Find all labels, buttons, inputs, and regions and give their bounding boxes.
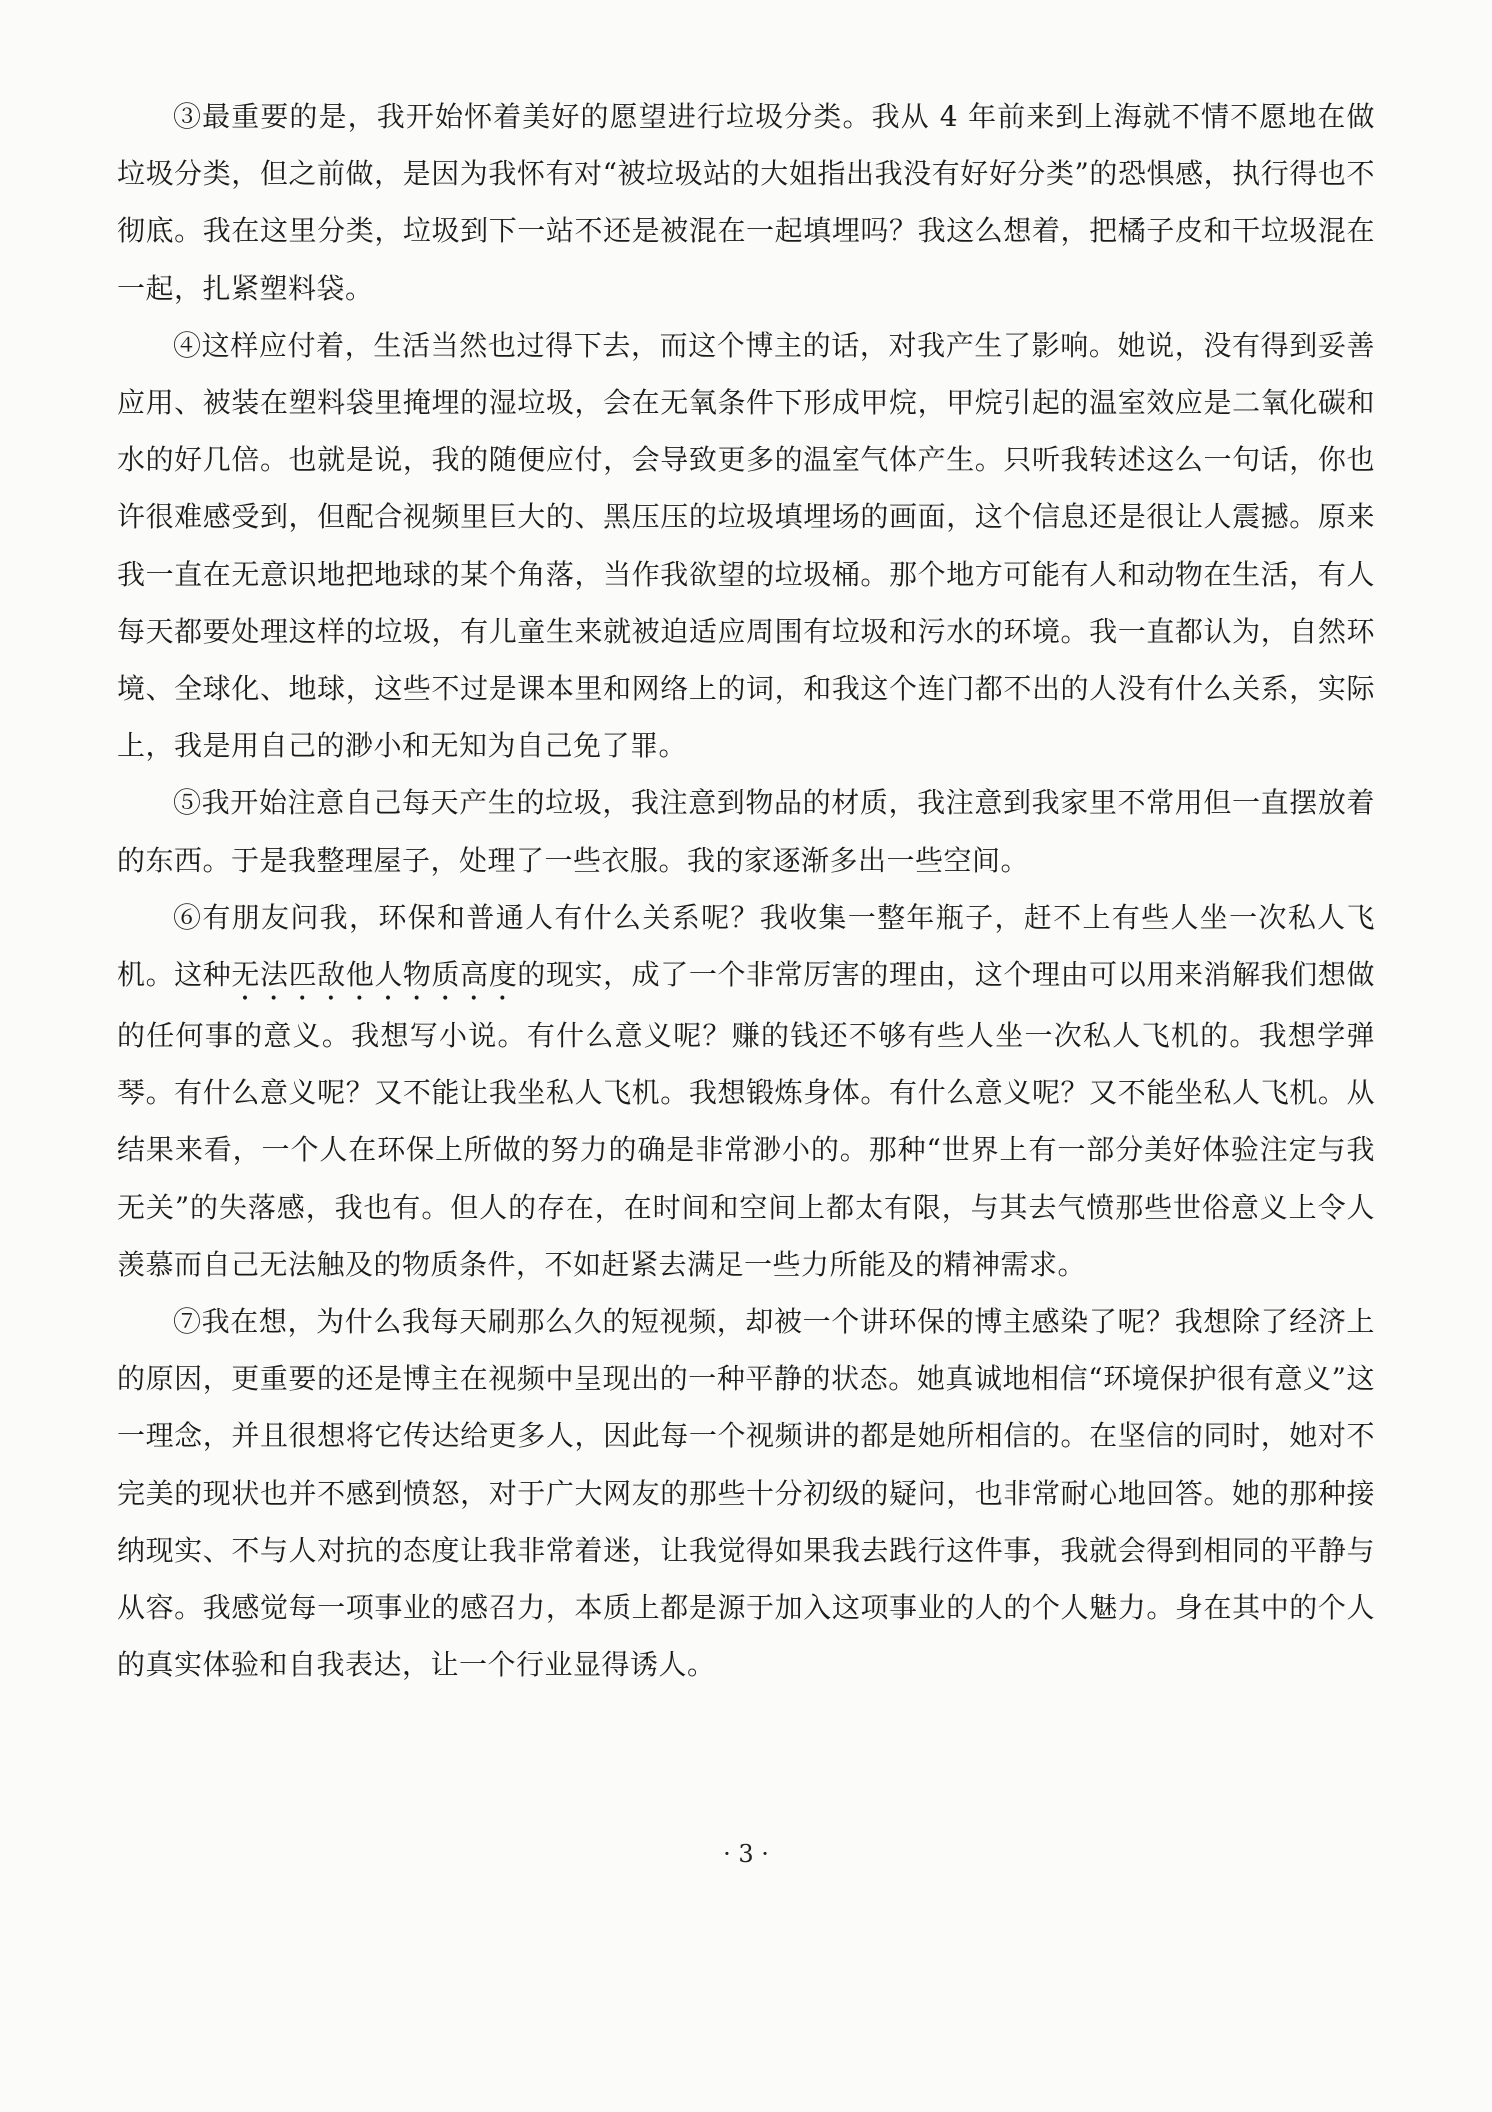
paragraph-6 <box>117 889 1375 1293</box>
article-body <box>117 88 1375 1693</box>
emphasized-phrase: 无法匹敌他人物质高度 <box>231 958 518 992</box>
page-number: · 3 · <box>723 1840 769 1868</box>
paragraph-6-before: ⑥有朋友问我，环保和普通人有什么关系呢？我收集一整年瓶子，赶不上有些人坐一次私人飞机。这种 <box>117 900 1375 992</box>
paragraph-5: ⑤我开始注意自己每天产生的垃圾，我注意到物品的材质，我注意到我家里不常用但一直摆放着的东西。于是我整理屋子，处理了一些衣服。我的家逐渐多出一些空间。 <box>117 786 1375 877</box>
paragraph-3: ③最重要的是，我开始怀着美好的愿望进行垃圾分类。我从 4 年前来到上海就不情不愿地在做垃圾分类，但之前做，是因为我怀有对“被垃圾站的大姐指出我没有好好分类”的恐惧感，执行得也不彻底。我在这里分类，垃圾到下一站不还是被混在一起填埋吗？我这么想着，把橘子皮和干垃圾混在一起，扎紧塑料袋。 <box>117 100 1375 305</box>
paragraph-6-after: 的现实，成了一个非常厉害的理由，这个理由可以用来消解我们想做的任何事的意义。我想写小说。有什么意义呢？赚的钱还不够有些人坐一次私人飞机的。我想学弹琴。有什么意义呢？又不能让我坐私人飞机。我想锻炼身体。有什么意义呢？又不能坐私人飞机。从结果来看，一个人在环保上所做的努力的确是非常渺小的。那种“世界上有一部分美好体验注定与我无关”的失落感，我也有。但人的存在，在时间和空间上都太有限，与其去气愤那些世俗意义上令人羡慕而自己无法触及的物质条件，不如赶紧去满足一些力所能及的精神需求。 <box>117 958 1375 1281</box>
paragraph-7: ⑦我在想，为什么我每天刷那么久的短视频，却被一个讲环保的博主感染了呢？我想除了经济上的原因，更重要的还是博主在视频中呈现出的一种平静的状态。她真诚地相信“环境保护很有意义”这一理念，并且很想将它传达给更多人，因此每一个视频讲的都是她所相信的。在坚信的同时，她对不完美的现状也并不感到愤怒，对于广大网友的那些十分初级的疑问，也非常耐心地回答。她的那种接纳现实、不与人对抗的态度让我非常着迷，让我觉得如果我去践行这件事，我就会得到相同的平静与从容。我感觉每一项事业的感召力，本质上都是源于加入这项事业的人的个人魅力。身在其中的个人的真实体验和自我表达，让一个行业显得诱人。 <box>117 1305 1375 1682</box>
paragraph-4: ④这样应付着，生活当然也过得下去，而这个博主的话，对我产生了影响。她说，没有得到妥善应用、被装在塑料袋里掩埋的湿垃圾，会在无氧条件下形成甲烷，甲烷引起的温室效应是二氧化碳和水的好几倍。也就是说，我的随便应付，会导致更多的温室气体产生。只听我转述这么一句话，你也许很难感受到，但配合视频里巨大的、黑压压的垃圾填埋场的画面，这个信息还是很让人震撼。原来我一直在无意识地把地球的某个角落，当作我欲望的垃圾桶。那个地方可能有人和动物在生活，有人每天都要处理这样的垃圾，有儿童生来就被迫适应周围有垃圾和污水的环境。我一直都认为，自然环境、全球化、地球，这些不过是课本里和网络上的词，和我这个连门都不出的人没有什么关系，实际上，我是用自己的渺小和无知为自己免了罪。 <box>117 328 1375 763</box>
